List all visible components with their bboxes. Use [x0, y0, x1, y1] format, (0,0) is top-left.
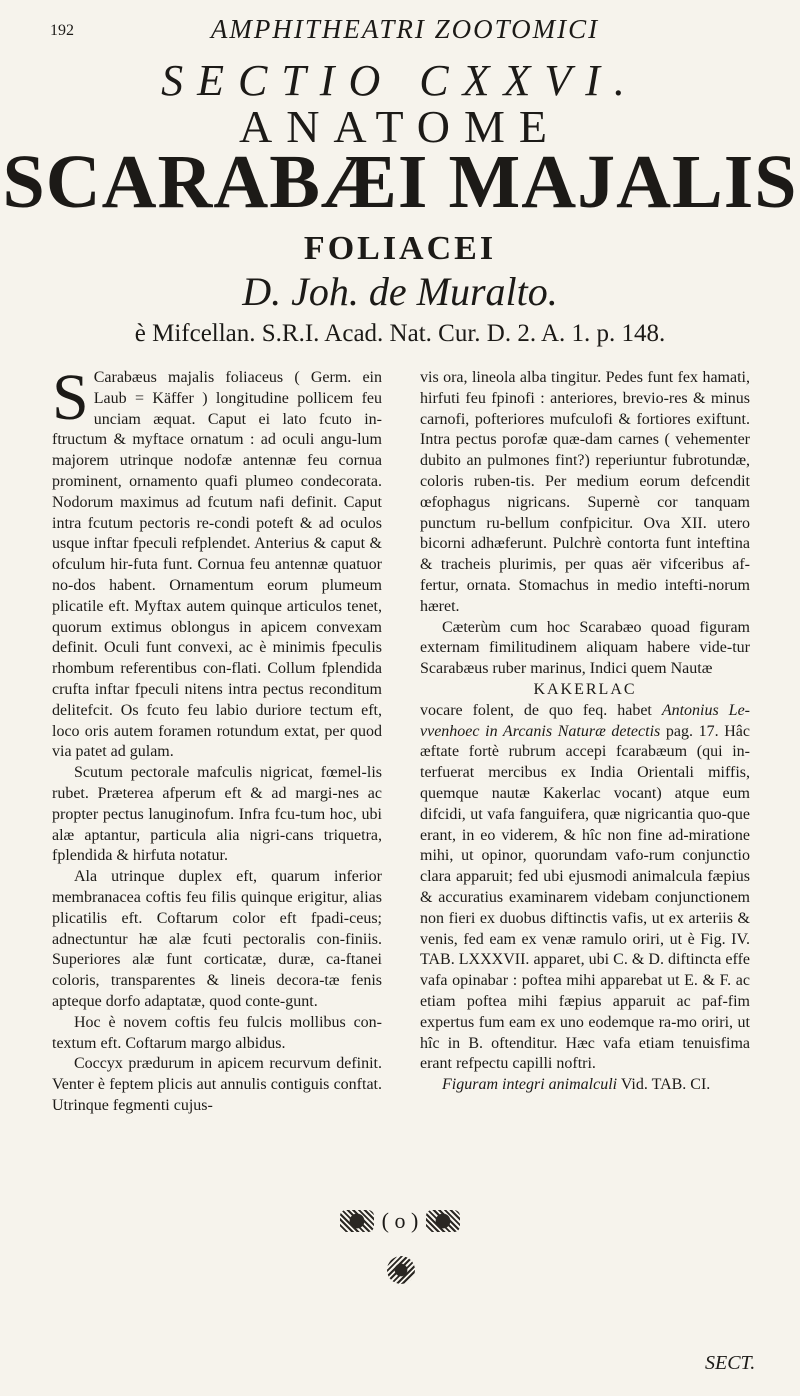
paragraph-text: pag. 17. Hâc æftate fortè rubrum accepi fcarabæum (qui in-terfuerat mercibus ex India Orientali miffis, quemque nautæ Kakerlac vocant) atque eum difcidi, ut vafa fanguifera, quæ nigricantia quo-que erant, in eo viderem, & hîc non fine ad-miratione mihi, ut opinor, quorundam vafo-rum conjunctio clara apparuit; fed ubi ejusmodi animalcula fæpius & accuratius examinarem videbam conjunctionem non fieri ex duobus diftinctis vafis, ut ex arteriis & venis, fed eam ex venæ ramulo oriri, ut è Fig. IV. TAB. LXXXVII. apparet, ubi C. & D. diftincta effe vafa opinabar : poftea mihi apparebat ut E. & F. ac etiam poftea mihi fæpius apparuit ac paf-fim expertus fum eam ex uno eodemque ra-mo oriri, ut hîc in B. oftenditur. Hæc vafa etiam tenuisfima erant refpectu capilli noftri.	[420, 722, 750, 1073]
title-anatome: ANATOME	[238, 101, 562, 152]
signature-mark-text: ( o )	[381, 1208, 419, 1233]
kakerlac-heading: KAKERLAC	[533, 680, 637, 698]
paragraph	[420, 1075, 750, 1096]
section-heading: SECTIO CXXVI.	[161, 56, 639, 105]
ornament-icon	[387, 1256, 415, 1284]
page-number: 192	[50, 22, 74, 39]
paragraph: Ala utrinque duplex eft, quarum inferior membranacea coftis feu filis quinque erigitur, alias plicatilis eft. Coftarum color eft fpadi-ceus; adnectuntur hæ alæ fcuti pectoralis con-finiis. Superiores alæ funt corticatæ, duræ, ca-ftanei coloris, transparentes & lineis decora-tæ fenis apteque dorfo adaptatæ, quod conte-gunt.	[52, 868, 382, 1010]
page-header	[50, 10, 760, 50]
paragraph	[420, 701, 750, 1075]
title-scarabaei: SCARABÆI MAJALIS	[2, 140, 798, 224]
ornament-icon	[340, 1210, 374, 1232]
signature-mark	[0, 1208, 800, 1238]
paragraph-text: Carabæus majalis foliaceus ( Germ. ein Laub = Käffer ) longitudine pollicem feu unciam æquat. Caput ei lato fcuto in-ftructum & myftace ornatum : ad oculi angu-lum majorem utrinque nodofæ antennæ feu cornua prominent, ornamento quafi plumeo condecorata. Nodorum maximus ad fcutum nafi definit. Caput intra fcutum pectoris re-condi poteft & ad oculos usque inftar fpeculi refplendet. Anterius & caput & ofculum hir-futa funt. Cornua feu antennæ quatuor no-dos habent. Ornamentum eorum plumeum plicatile eft. Myftax autem quinque articulos tenet, quorum extimus oblongus in apicem convexam definit. Oculi funt convexi, ac è minimis fpeculis rhombum referentibus con-flati. Collum fplendida crufta inftar fpeculi nitens intra pectus reconditum delitefcit. Os fcuto feu labio duriore tectum eft, loco oris autem foramen rotundum extat, per quod via patet ad gulam.	[52, 369, 382, 761]
paragraph: vis ora, lineola alba tingitur. Pedes funt fex hamati, hirfuti feu fpinofi : anteriores, brevio-res & minus carnofi, pofteriores mufculofi & fortiores exiftunt. Intra pectus porofæ quæ-dam carnes ( vehementer dubito an pulmones fint?) reperiuntur fubrotundæ, coloris ruben-tis. Per medium eorum defcendit œfophagus nigricans. Supernè cor tanquam punctum ru-bellum confpicitur. Ova XII. utero bicorni adhæferunt. Pulchrè contorta funt inteftina & tracheis plurimis, per quas aër vifceribus af-fertur, ornata. Stomachus in medio intefti-norum hæret.	[420, 369, 750, 615]
author-line: D. Joh. de Muralto.	[242, 269, 558, 314]
right-column	[420, 368, 750, 1096]
catchword: SECT.	[705, 1352, 756, 1374]
running-title: AMPHITHEATRI ZOOTOMICI	[210, 14, 600, 44]
paragraph-text: vocare folent, de quo feq. habet	[420, 701, 662, 719]
figure-reference: Vid. TAB. CI.	[617, 1076, 711, 1094]
paragraph: Coccyx prædurum in apicem recurvum definit. Venter è feptem plicis aut annulis contiguis conftat. Utrinque fegmenti cujus-	[52, 1055, 382, 1114]
paragraph	[52, 361, 382, 763]
title-foliacei: FOLIACEI	[303, 230, 497, 267]
paragraph: Cæterùm cum hoc Scarabæo quoad figuram externam fimilitudinem aliquam habere vide-tur Scarabæus ruber marinus, Indici quem Nautæ	[420, 618, 750, 678]
drop-capital: S	[52, 361, 89, 434]
left-column	[52, 361, 382, 1117]
paragraph: Hoc è novem coftis feu fulcis mollibus con-textum eft. Coftarum margo albidus.	[52, 1013, 382, 1052]
source-reference: è Mifcellan. S.R.I. Acad. Nat. Cur. D. 2. A. 1. p. 148.	[134, 320, 666, 347]
citation-italic: Antonius Le-vvenhoec in Arcanis Naturæ detectis	[420, 701, 750, 740]
ornament-icon	[426, 1210, 460, 1232]
paragraph: Scutum pectorale mafculis nigricat, fœmel-lis rubet. Præterea afperum eft & ad margi-nes ac propter pectus lanuginofum. Infra fcu-tum hoc, ubi alæ aptantur, particula alia nigri-cans triquetra, fplendida & hirfuta notatur.	[52, 764, 382, 865]
figure-reference-italic: Figuram integri animalculi	[442, 1076, 618, 1094]
